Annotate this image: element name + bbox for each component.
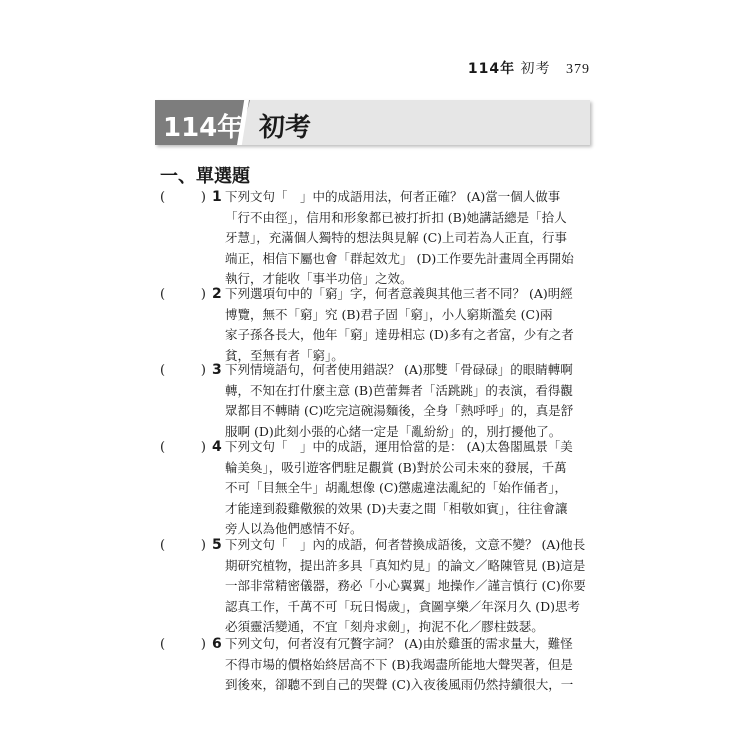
running-header-title: 初考	[520, 61, 551, 77]
question-text-line: 下列文句「 」中的成語用法，何者正確？ (A)當一個人做事	[225, 189, 561, 204]
question-text-line: 服啊 (D)此刻小張的心緒一定是「亂紛紛」的，別打擾他了。	[225, 423, 562, 439]
question-text-line: 下列選項句中的「窮」字，何者意義與其他三者不同？ (A)明經	[225, 286, 573, 301]
question-text-line: 到後來，卻聽不到自己的哭聲 (C)入夜後風雨仍然持續很大，一	[225, 677, 574, 692]
answer-blank	[160, 287, 206, 302]
question-text-line: 轉，不知在打什麼主意 (B)芭蕾舞者「活跳跳」的表演，看得觀	[225, 382, 573, 398]
question-number: 3	[212, 362, 222, 378]
question-text-line: 認真工作，千萬不可「玩日愒歲」，貪圖享樂／年深月久 (D)思考	[225, 598, 581, 614]
answer-paren-open: (	[160, 287, 166, 302]
answer-blank	[160, 363, 206, 378]
answer-paren-open: (	[160, 190, 166, 205]
question-text-line: 下列文句「 」內的成語，何者替換成語後，文意不變？ (A)他長	[225, 537, 586, 552]
section-heading: 一、單選題	[160, 166, 250, 187]
question-number: 4	[212, 439, 222, 455]
question-text	[225, 437, 590, 540]
answer-paren-open: (	[160, 637, 166, 652]
question-number: 1	[212, 189, 222, 205]
answer-paren-close: )	[200, 363, 206, 378]
question-text	[225, 187, 590, 290]
question-text-line: 眾都目不轉睛 (C)吃完這碗湯麵後，全身「熱呼呼」的，真是舒	[225, 403, 574, 418]
question-text	[225, 634, 590, 696]
question-text-line: 下列文句，何者沒有冗贅字詞？ (A)由於雞蛋的需求量大，難怪	[225, 636, 573, 651]
answer-paren-close: )	[200, 637, 206, 652]
question-text-line: 期研究植物，提出許多具「真知灼見」的論文／略陳管見 (B)這是	[225, 557, 586, 573]
running-header	[468, 58, 590, 78]
question-text-line: 下列情境語句，何者使用錯誤？ (A)那雙「骨碌碌」的眼睛轉啊	[225, 362, 573, 377]
title-banner	[155, 100, 590, 145]
question-text-line: 端正，相信下屬也會「群起效尤」 (D)工作要先計畫周全再開始	[225, 250, 574, 266]
question-text	[225, 535, 590, 638]
answer-blank	[160, 440, 206, 455]
answer-paren-open: (	[160, 363, 166, 378]
question-text	[225, 360, 590, 442]
question-text-line: 不得市場的價格始終居高不下 (B)我竭盡所能地大聲哭著，但是	[225, 656, 573, 672]
answer-paren-open: (	[160, 538, 166, 553]
question-text-line: 貧，至無有者「窮」。	[225, 347, 344, 363]
answer-paren-close: )	[200, 440, 206, 455]
question-text	[225, 284, 590, 366]
question-text-line: 博覽，無不「窮」究 (B)君子固「窮」，小人窮斯濫矣 (C)兩	[225, 306, 553, 322]
question-text-line: 旁人以為他們感情不好。	[225, 521, 363, 536]
question-number: 6	[212, 636, 222, 652]
page-number: 379	[566, 62, 590, 77]
answer-paren-open: (	[160, 440, 166, 455]
title-year: 114年	[163, 113, 244, 143]
question-text-line: 牙慧」，充滿個人獨特的想法與見解 (C)上司若為人正直，行事	[225, 230, 568, 245]
answer-blank	[160, 637, 206, 652]
question-text-line: 執行，才能收「事半功倍」之效。	[225, 271, 413, 286]
question-text-line: 家子孫各長大，他年「窮」達毋相忘 (D)多有之者富，少有之者	[225, 327, 574, 342]
question-text-line: 才能達到殺雞儆猴的效果 (D)夫妻之間「相敬如賓」，往往會讓	[225, 500, 568, 516]
question-text-line: 不可「目無全牛」胡亂想像 (C)懲處違法亂紀的「始作俑者」，	[225, 480, 568, 495]
question-text-line: 必須靈活變通，不宜「刻舟求劍」，拘泥不化／膠柱鼓瑟。	[225, 619, 544, 634]
question-number: 5	[212, 537, 222, 553]
question-text-line: 輪美奐」，吸引遊客們駐足觀賞 (B)對於公司未來的發展，千萬	[225, 459, 567, 475]
answer-blank	[160, 538, 206, 553]
answer-paren-close: )	[200, 190, 206, 205]
answer-paren-close: )	[200, 287, 206, 302]
question-text-line: 下列文句「 」中的成語，運用恰當的是： (A)太魯閣風景「美	[225, 439, 573, 454]
page-title: 初考	[259, 113, 312, 143]
question-number: 2	[212, 286, 222, 302]
question-text-line: 一部非常精密儀器，務必「小心翼翼」地操作／謹言慎行 (C)你要	[225, 578, 586, 593]
running-header-year: 114年	[467, 61, 516, 77]
question-text-line: 「行不由徑」，信用和形象都已被打折扣 (B)她講話總是「拾人	[225, 209, 567, 225]
answer-blank	[160, 190, 206, 205]
answer-paren-close: )	[200, 538, 206, 553]
